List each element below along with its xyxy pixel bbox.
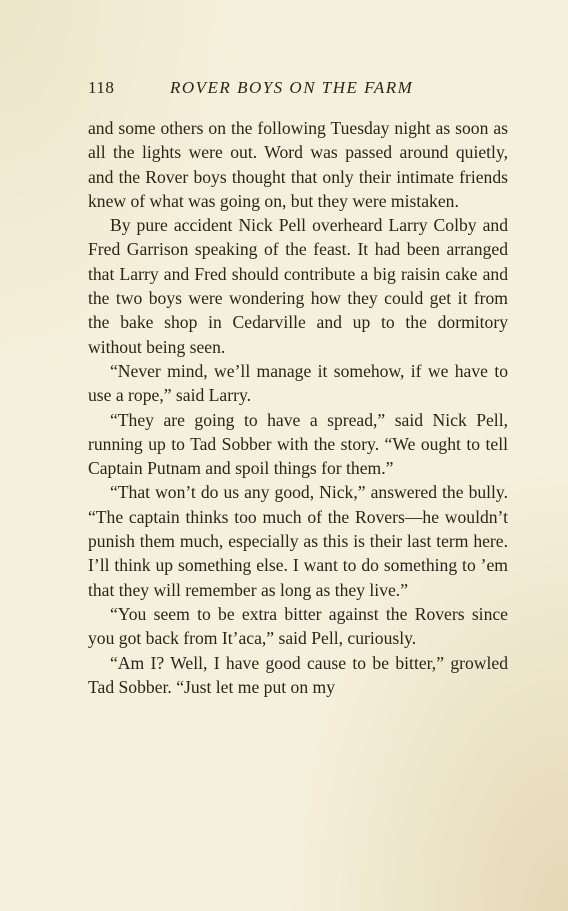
paragraph: “Never mind, we’ll manage it somehow, if we have to use a rope,” said Larry. [88, 360, 508, 406]
paragraph: “Am I? Well, I have good cause to be bitter,” growled Tad Sobber. “Just let me put on my [88, 652, 508, 697]
page-header [88, 78, 508, 102]
paragraph: “That won’t do us any good, Nick,” answered the bully. “The captain thinks too much of the Rovers—he wouldn’t punish them much, especially as this is their last term here. I’ll think up something else. I want to do something to ’em that they will remember as long as they live.” [88, 482, 508, 600]
paragraph: By pure accident Nick Pell overheard Larry Colby and Fred Garrison speaking of the feast. It had been arranged that Larry and Fred should contribute a big raisin cake and the two boys were wondering how they could get it from the bake shop in Cedarville and up to the dormitory without being seen. [88, 215, 508, 357]
paragraph: “They are going to have a spread,” said Nick Pell, running up to Tad Sobber with the story. “We ought to tell Captain Putnam and spoil things for them.” [88, 409, 508, 479]
paragraph: “You seem to be extra bitter against the Rovers since you got back from It’aca,” said Pell, curiously. [88, 603, 508, 649]
paragraph-continued: and some others on the following Tuesday night as soon as all the lights were out. Word was passed around quietly, and the Rover boys thought that only their intimate friends knew of what was going on, but they were mistaken. [88, 118, 508, 211]
body-text [88, 116, 508, 699]
page-number: 118 [88, 78, 115, 97]
running-title: ROVER BOYS ON THE FARM [170, 78, 414, 97]
